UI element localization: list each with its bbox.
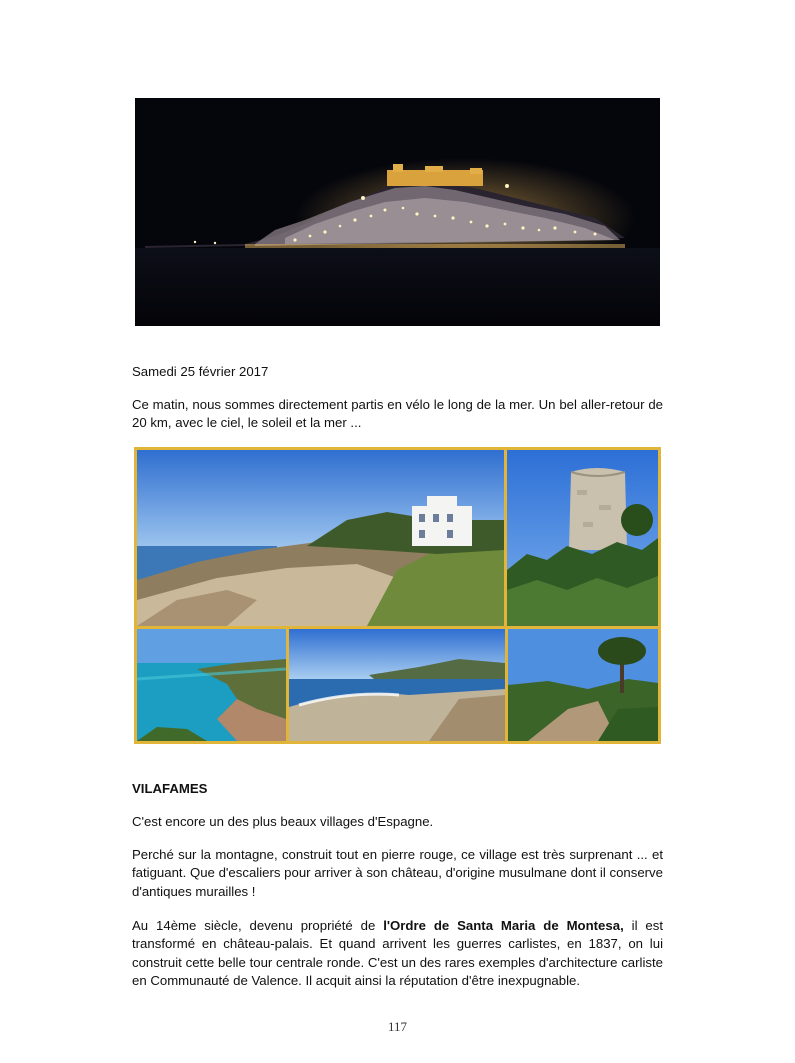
- page-number: 117: [387, 1019, 408, 1034]
- order-name: l'Ordre de Santa Maria de Montesa,: [383, 918, 624, 933]
- intro-paragraph: Ce matin, nous sommes directement partis en vélo le long de la mer. Un bel aller-retour de 20 km, avec le ciel, le soleil et la mer ...: [132, 397, 663, 431]
- paragraph-3-start: Au 14ème siècle, devenu propriété de: [132, 918, 384, 933]
- night-village-photo: [135, 98, 660, 326]
- pine-path-photo: [508, 629, 658, 741]
- paragraph-3: [132, 917, 663, 991]
- section-title: VILAFAMES: [132, 781, 208, 796]
- watch-tower-photo: [507, 450, 658, 626]
- turquoise-cove-photo: [137, 629, 286, 741]
- date-line: Samedi 25 février 2017: [132, 364, 269, 379]
- coast-villa-photo: [137, 450, 504, 626]
- photo-collage: [134, 447, 661, 744]
- pebble-beach-photo: [289, 629, 505, 741]
- paragraph-2: Perché sur la montagne, construit tout en pierre rouge, ce village est très surprenant ... et fatiguant. Que d'escaliers pour arriver à son château, d'origine musulmane dont il conserve d'antiques murailles !: [132, 847, 663, 899]
- paragraph-1: C'est encore un des plus beaux villages d'Espagne.: [132, 814, 434, 829]
- paragraph-3-end: il est transformé en château-palais. Et quand arrivent les guerres carlistes, en 1837, on lui construit cette belle tour centrale ronde. C'est un des rares exemples d'architecture carliste en Communauté de Valence. Il acquit ainsi la réputation d'être inexpugnable.: [132, 918, 663, 989]
